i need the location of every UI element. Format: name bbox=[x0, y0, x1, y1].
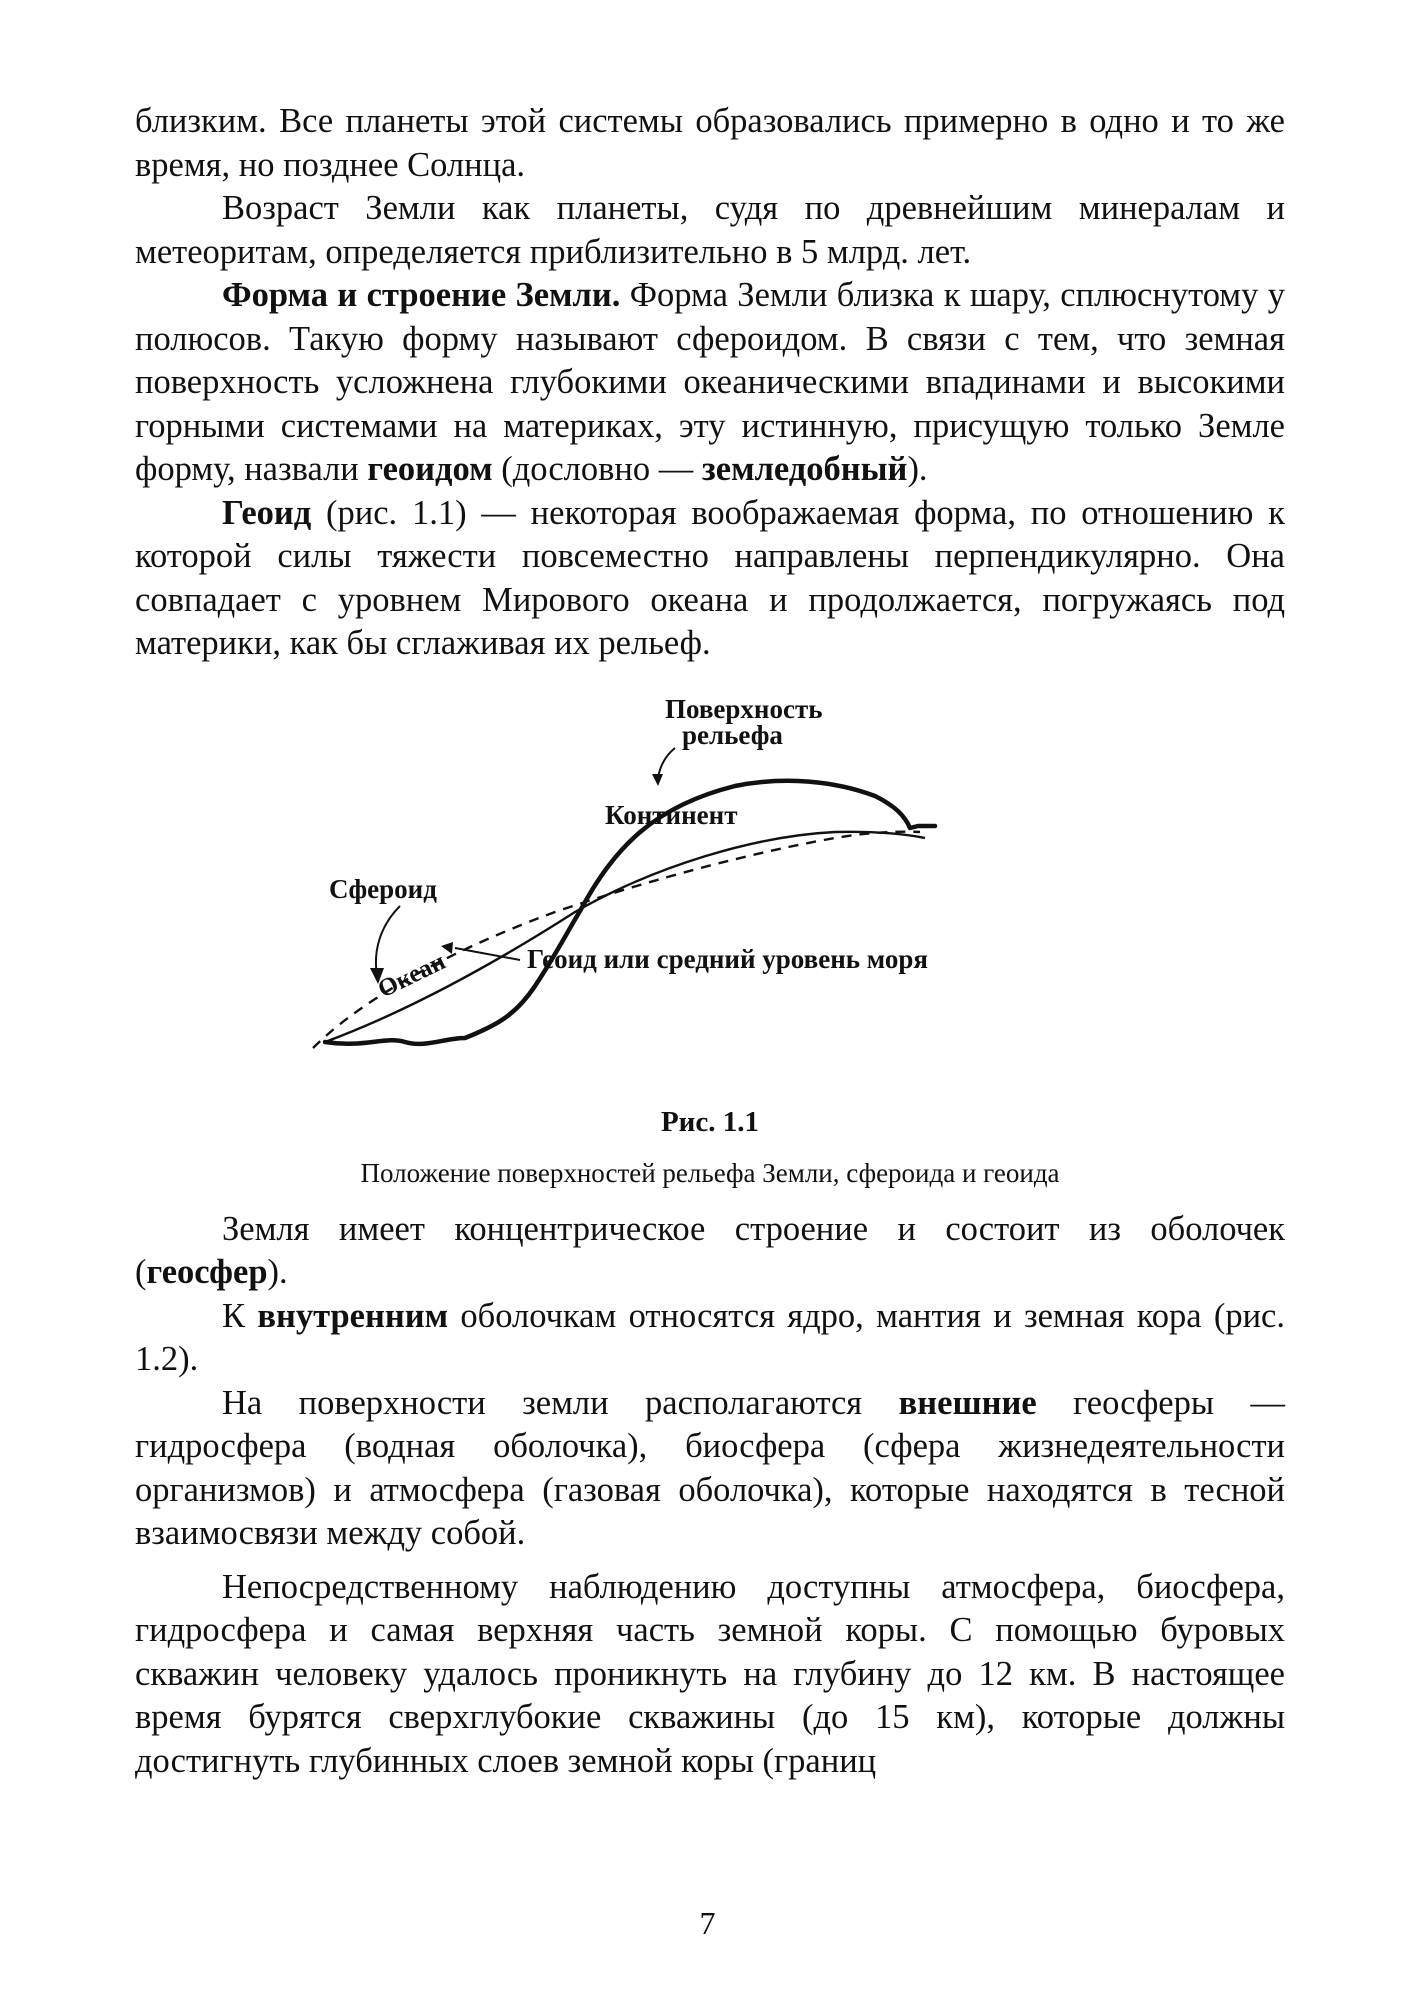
page-number: 7 bbox=[699, 1905, 716, 1941]
paragraph-1: близким. Все планеты этой системы образовались примерно в одно и то же время, но позднее Солнца. bbox=[135, 102, 1285, 184]
term-inner: внутренним bbox=[257, 1296, 449, 1335]
paragraph-shape-structure bbox=[135, 274, 1285, 492]
surface-arrowhead bbox=[652, 774, 663, 786]
text-span: ). bbox=[267, 1253, 288, 1291]
label-spheroid: Сфероид bbox=[329, 873, 437, 904]
paragraph-inner bbox=[135, 1295, 1285, 1382]
figure-caption-title: Рис. 1.1 bbox=[660, 1105, 760, 1138]
figure-diagram bbox=[135, 686, 1285, 1096]
label-surface-line1: Поверхность bbox=[665, 693, 823, 724]
section-heading: Форма и строение Земли. bbox=[222, 276, 621, 314]
label-geoid: Геоид или средний уровень моря bbox=[527, 943, 928, 974]
paragraph-geoid bbox=[135, 492, 1285, 666]
label-surface-line2: рельефа bbox=[682, 719, 783, 750]
term-earthlike: земледобный bbox=[701, 450, 908, 488]
geoid-arrow bbox=[455, 948, 520, 960]
text-span: Форма Земли близка к шару, сплюснутому у полюсов. Такую форму называют сфероидом. В связи с тем, что земная поверхность усложнена глубокими океаническими впадинами и высокими горными системами на материках, эту истинную, присущую только Земле форму, назвали bbox=[135, 276, 1285, 488]
text-span: ). bbox=[907, 450, 928, 488]
term-geoid-def: Геоид bbox=[222, 493, 312, 532]
figure-1-1 bbox=[135, 686, 1285, 1096]
label-ocean: Океан bbox=[373, 947, 450, 1003]
text-span: К bbox=[222, 1296, 258, 1335]
term-geoid: геоидом bbox=[367, 450, 493, 488]
text-span: оболочкам относятся ядро, мантия и земная кора (рис. 1.2). bbox=[135, 1296, 1285, 1378]
paragraph-concentric bbox=[135, 1208, 1285, 1295]
paragraph-2: Возраст Земли как планеты, судя по древнейшим минералам и метеоритам, определяется приблизительно в 5 млрд. лет. bbox=[135, 189, 1285, 271]
text-span: геосферы — гидросфера (водная оболочка), биосфера (сфера жизнедеятельности организмов) и атмосфера (газовая оболочка), которые находятся в тесной взаимосвязи между собой. bbox=[135, 1383, 1285, 1552]
geoid-line bbox=[325, 831, 925, 1041]
text-span: На поверхности земли располагаются bbox=[222, 1383, 899, 1422]
text-span: (рис. 1.1) — некоторая воображаемая форма, по отношению к которой силы тяжести повсеместно направлены перпендикулярно. Она совпадает с уровнем Мирового океана и продолжается, погружаясь под материки, как бы сглаживая их рельеф. bbox=[135, 493, 1285, 662]
term-geospheres: геосфер bbox=[146, 1253, 268, 1291]
label-continent: Континент bbox=[605, 799, 738, 830]
spheroid-arrow bbox=[376, 906, 400, 976]
paragraph-observation: Непосредственному наблюдению доступны атмосфера, биосфера, гидросфера и самая верхняя часть земной коры. С помощью буровых скважин человеку удалось проникнуть на глубину до 12 км. В настоящее время бурятся сверхглубокие скважины (до 15 км), которые должны достигнуть глубинных слоев земной коры (границ bbox=[135, 1567, 1285, 1780]
text-span: Земля имеет концентрическое строение и состоит из оболочек ( bbox=[135, 1209, 1285, 1291]
term-outer: внешние bbox=[898, 1383, 1037, 1422]
figure-caption-text: Положение поверхностей рельефа Земли, сфероида и геоида bbox=[360, 1157, 1060, 1188]
page-content bbox=[135, 100, 1285, 1783]
paragraph-outer bbox=[135, 1382, 1285, 1556]
surface-arrow bbox=[658, 748, 675, 778]
geoid-arrowhead bbox=[441, 942, 453, 954]
spheroid-line bbox=[313, 831, 920, 1047]
text-span: (дословно — bbox=[492, 450, 702, 488]
